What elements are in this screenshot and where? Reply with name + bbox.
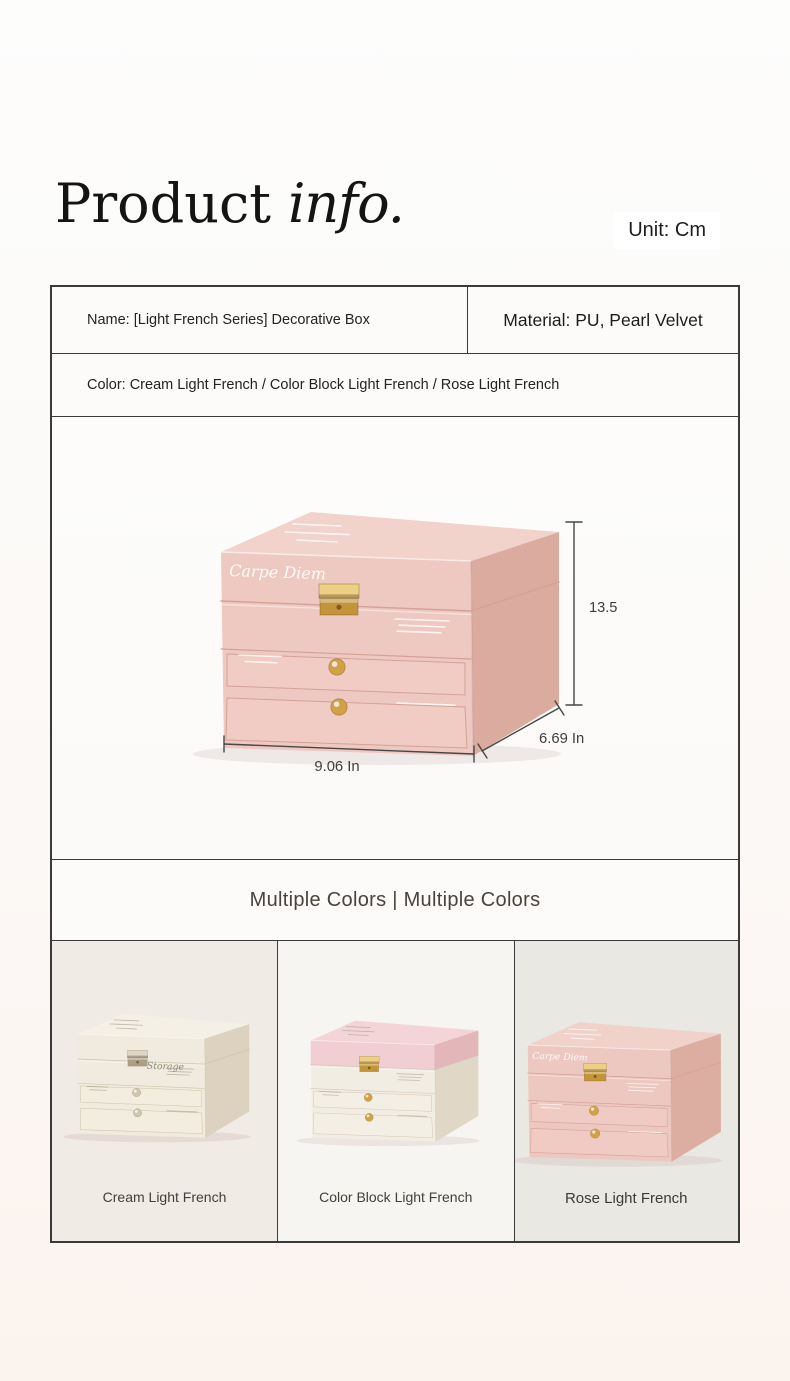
variant-cell-color-block — [277, 941, 514, 1241]
spec-cell-name: Name: [Light French Series] Decorative Box — [87, 312, 370, 328]
variant-cell-cream — [52, 941, 277, 1241]
variant-image-cream — [52, 963, 277, 1163]
spec-table — [50, 285, 740, 1243]
variant-label-cream: Cream Light French — [102, 1189, 227, 1205]
variants-row — [52, 940, 738, 1241]
svg-text:Carpe Diem: Carpe Diem — [532, 1051, 588, 1064]
svg-text:6.69 In: 6.69 In — [539, 731, 585, 747]
variant-image-rose — [514, 965, 739, 1189]
page-header — [55, 172, 745, 256]
svg-text:9.06 In: 9.06 In — [314, 759, 360, 775]
product-image-cell — [52, 416, 738, 859]
page-title-main: Product — [55, 172, 289, 235]
unit-label: Unit: Cm — [614, 212, 720, 249]
svg-text:Storage: Storage — [146, 1060, 184, 1073]
svg-text:Carpe Diem: Carpe Diem — [228, 561, 327, 584]
spec-cell-material: Material: PU, Pearl Velvet — [467, 287, 738, 353]
variant-label-rose: Rose Light French — [564, 1190, 688, 1207]
page-title-accent: info. — [288, 172, 404, 235]
variant-image-color-block — [277, 971, 514, 1166]
variant-label-color-block: Color Block Light French — [319, 1189, 473, 1205]
variant-cell-rose — [514, 941, 739, 1241]
spec-cell-color: Color: Cream Light French / Color Block Light French / Rose Light French — [52, 353, 738, 416]
colors-heading: Multiple Colors | Multiple Colors — [52, 859, 738, 940]
svg-text:13.5: 13.5 — [589, 600, 618, 616]
spec-row-name-material — [52, 287, 738, 353]
